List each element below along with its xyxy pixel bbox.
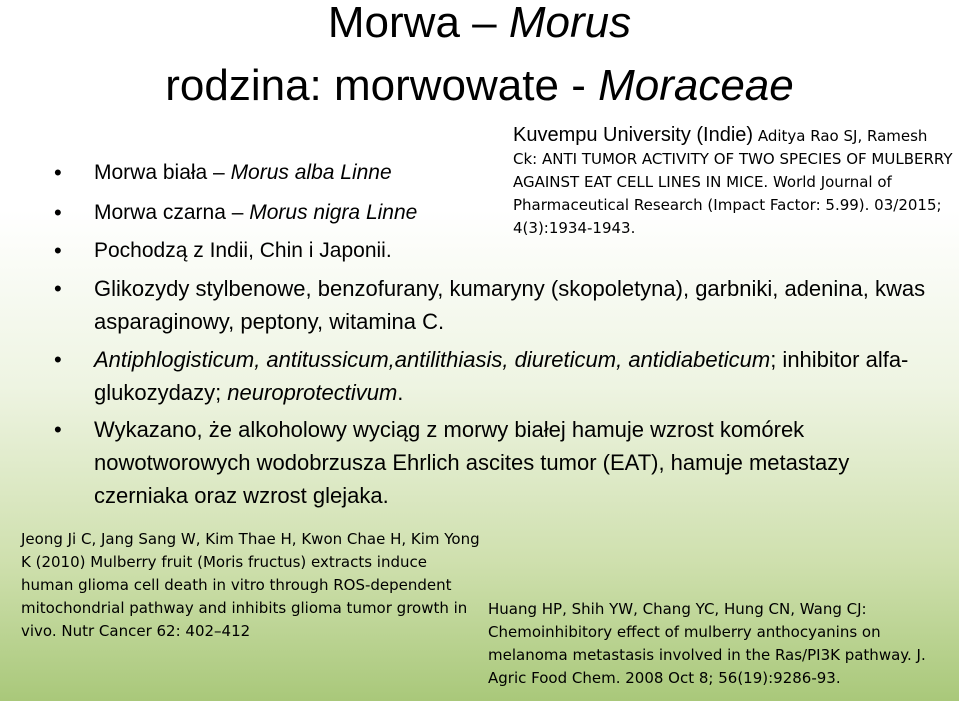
reference-huang: Huang HP, Shih YW, Chang YC, Hung CN, Wang CJ: Chemoinhibitory effect of mulberry anthocyanins on melanoma metastasis involved in the Ras/PI3K pathway. J. Agric Food Chem. 2008 Oct 8; 56(19):9286-93. <box>488 600 926 687</box>
bullet-latin: Morus nigra Linne <box>249 201 418 224</box>
reference-jeong: Jeong Ji C, Jang Sang W, Kim Thae H, Kwon Chae H, Kim Yong K (2010) Mulberry fruit (Moris fructus) extracts induce human glioma cell death in vitro through ROS-dependent mitochondrial pathway and inhibits glioma tumor growth in vivo. Nutr Cancer 62: 402–412 <box>21 530 480 640</box>
bullet-findings <box>94 413 944 512</box>
bullet-compounds <box>94 272 944 338</box>
kuvempu-citation: Aditya Rao SJ, Ramesh Ck: ANTI TUMOR ACTIVITY OF TWO SPECIES OF MULBERRY AGAINST EAT CELL LINES IN MICE. World Journal of Pharmaceutical Research (Impact Factor: 5.99). 03/2015; 4(3):1934-1943. <box>513 127 953 237</box>
bullet-morwa-czarna <box>94 196 417 229</box>
bullet-text: Glikozydy stylbenowe, benzofurany, kumaryny (skopoletyna), garbniki, adenina, kwas asparaginowy, peptony, witamina C. <box>94 276 926 334</box>
bullet-latin: Morus alba Linne <box>230 161 392 184</box>
properties-end: . <box>397 380 404 405</box>
bullet-morwa-biala <box>94 156 392 189</box>
kuvempu-reference <box>513 124 953 240</box>
subtitle-plain: rodzina: morwowate - <box>165 61 599 110</box>
bullet-text: Morwa biała – <box>94 161 231 184</box>
bullet-origin <box>94 234 392 267</box>
bullet-text: Pochodzą z Indii, Chin i Japonii. <box>94 239 392 262</box>
bullet-properties <box>94 343 944 409</box>
title-plain: Morwa – <box>327 0 509 47</box>
properties-italic2: neuroprotectivum <box>227 380 398 405</box>
properties-italic: Antiphlogisticum, antitussicum,antilithiasis, diureticum, antidiabeticum <box>94 347 771 372</box>
subtitle-italic: Moraceae <box>598 61 794 110</box>
properties-sep: ; inhibitor alfa-glukozydazy; <box>94 347 909 405</box>
bullet-text: Wykazano, że alkoholowy wyciąg z morwy białej hamuje wzrost komórek nowotworowych wodobrzusza Ehrlich ascites tumor (EAT), hamuje metastazy czerniaka oraz wzrost glejaka. <box>94 417 850 508</box>
title-italic: Morus <box>508 0 632 47</box>
slide-title-line2 <box>0 63 959 109</box>
slide-title-line1 <box>0 0 959 46</box>
kuvempu-lead: Kuvempu University (Indie) <box>513 124 754 146</box>
bullet-text: Morwa czarna – <box>94 201 250 224</box>
